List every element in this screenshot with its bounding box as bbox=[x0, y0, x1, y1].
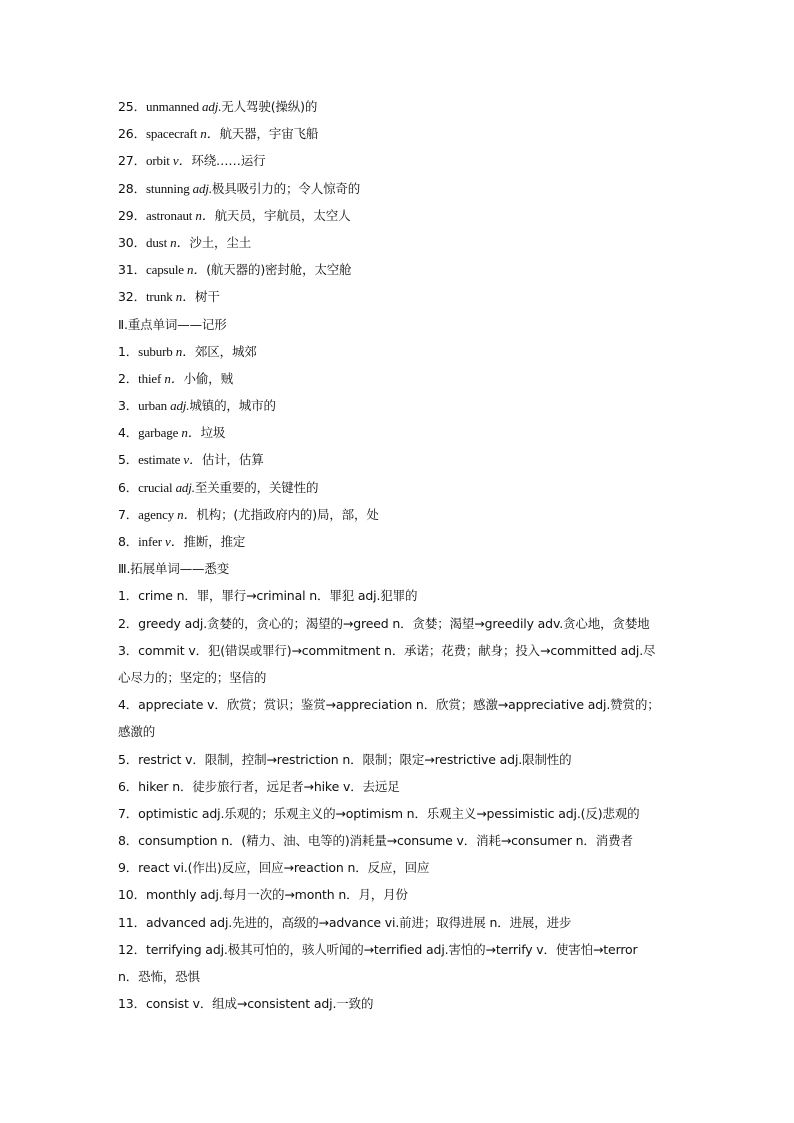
vocab-item: 30．dust n．沙土，尘土 bbox=[118, 234, 252, 250]
word-family-line: 11．advanced adj.先进的，高级的→advance vi.前进；取得进展 n．进展，进步 bbox=[118, 914, 572, 930]
vocab-item: 25．unmanned adj.无人驾驶(操纵)的 bbox=[118, 99, 318, 114]
document-page bbox=[118, 93, 688, 1017]
word-family-line: 10．monthly adj.每月一次的→month n．月，月份 bbox=[118, 887, 408, 903]
vocab-list-part3 bbox=[118, 582, 688, 1017]
word-family-line: 5．restrict v．限制，控制→restriction n．限制；限定→restrictive adj.限制性的 bbox=[118, 751, 572, 767]
word-family-line: 8．consumption n．(精力、油、电等的)消耗量→consume v．消耗→consumer n．消费者 bbox=[118, 833, 633, 849]
vocab-item: 32．trunk n．树干 bbox=[118, 289, 220, 305]
vocab-item: 4．garbage n．垃圾 bbox=[118, 425, 226, 441]
vocab-item: 6．crucial adj.至关重要的，关键性的 bbox=[118, 479, 319, 495]
vocab-item: 1．suburb n．郊区，城郊 bbox=[118, 343, 257, 359]
vocab-item: 27．orbit v．环绕……运行 bbox=[118, 153, 266, 169]
word-family-line: 13．consist v．组成→consistent adj.一致的 bbox=[118, 996, 374, 1012]
word-family-line: 2．greedy adj.贪婪的，贪心的；渴望的→greed n．贪婪；渴望→greedily adv.贪心地，贪婪地 bbox=[118, 615, 650, 631]
vocab-item: 8．infer v．推断，推定 bbox=[118, 534, 246, 549]
word-family-line: 6．hiker n．徒步旅行者，远足者→hike v．去远足 bbox=[118, 778, 400, 794]
word-family-line: 心尽力的；坚定的；坚信的 bbox=[118, 669, 267, 685]
vocab-item: 29．astronaut n．航天员，宇航员，太空人 bbox=[118, 207, 351, 223]
vocab-item: 3．urban adj.城镇的，城市的 bbox=[118, 398, 276, 414]
vocab-item: 7．agency n．机构；(尤指政府内的)局，部，处 bbox=[118, 506, 379, 522]
word-family-line: 9．react vi.(作出)反应，回应→reaction n．反应，回应 bbox=[118, 860, 430, 876]
section-heading-extended-words: Ⅲ.拓展单词——悉变 bbox=[118, 561, 230, 577]
vocab-item: 26．spacecraft n．航天器，宇宙飞船 bbox=[118, 126, 319, 142]
word-family-line: 12．terrifying adj.极其可怕的，骇人听闻的→terrified adj.害怕的→terrify v．使害怕→terror bbox=[118, 941, 638, 957]
vocab-item: 31．capsule n．(航天器的)密封舱，太空舱 bbox=[118, 262, 352, 278]
vocab-list-part1 bbox=[118, 93, 688, 311]
section-heading-key-words: Ⅱ.重点单词——记形 bbox=[118, 316, 227, 332]
vocab-item: 2．thief n．小偷，贼 bbox=[118, 370, 233, 386]
vocab-item: 5．estimate v．估计，估算 bbox=[118, 452, 264, 468]
word-family-line: 感激的 bbox=[118, 724, 156, 740]
word-family-line: 7．optimistic adj.乐观的；乐观主义的→optimism n．乐观主义→pessimistic adj.(反)悲观的 bbox=[118, 805, 640, 821]
word-family-line: n．恐怖，恐惧 bbox=[118, 969, 200, 984]
word-family-line: 4．appreciate v．欣赏；赏识；鉴赏→appreciation n．欣赏；感激→appreciative adj.赞赏的； bbox=[118, 697, 660, 713]
word-family-line: 3．commit v．犯(错误或罪行)→commitment n．承诺；花费；献身；投入→committed adj.尽 bbox=[118, 642, 656, 658]
vocab-list-part2 bbox=[118, 338, 688, 556]
vocab-item: 28．stunning adj.极具吸引力的；令人惊奇的 bbox=[118, 180, 361, 196]
word-family-line: 1．crime n．罪，罪行→criminal n．罪犯 adj.犯罪的 bbox=[118, 588, 418, 604]
